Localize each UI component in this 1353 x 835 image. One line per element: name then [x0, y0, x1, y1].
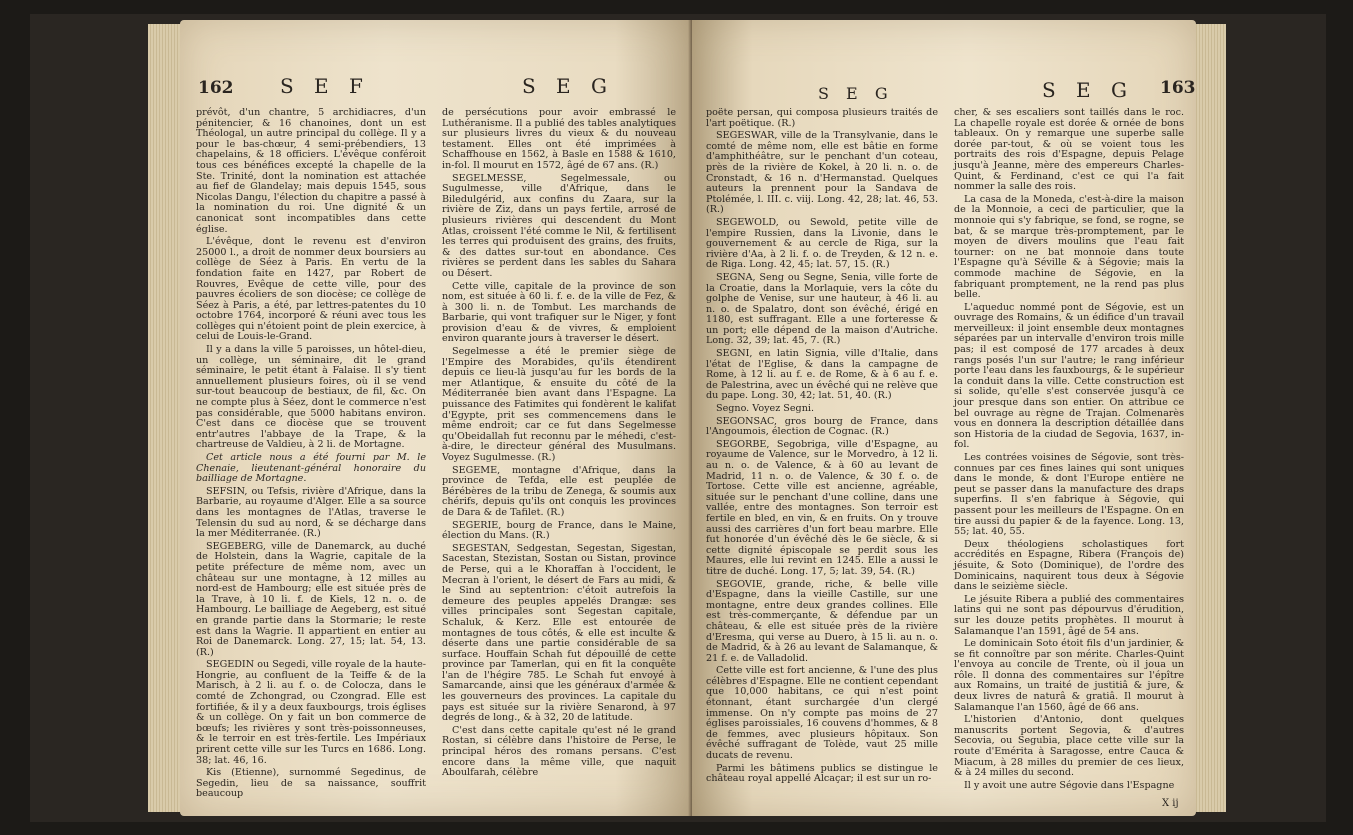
- entry-segovie: SEGOVIE, grande, riche, & belle ville d'Espagne, dans la vieille Castille, sur une montagne, entre deux grandes collines. Elle est très-commerçante, & défendue par un château, & elle est située près de la rivière d'Eresma, qui verse au Duero, à 15 li. au n. o. de Madrid, & à 26 au levant de Salamanque, & 21 f. e. de Valladolid.: [706, 578, 938, 664]
- left-column-2: [442, 108, 676, 781]
- running-head-center: S E G: [818, 84, 894, 103]
- paragraph: C'est dans cette capitale qu'est né le grand Rostan, si célèbre dans l'histoire de Perse, le principal héros des romans persans. C'est encore dans la même ville, que naquit Aboulfarah, célèbre: [442, 724, 676, 779]
- entry-segno: Segno. Voyez Segni.: [716, 403, 814, 415]
- paragraph: La casa de la Moneda, c'est-à-dire la maison de la Monnoie, a ceci de particulier, que la monnoie qui s'y fabrique, se fond, se rogne, se bat, & se marque très-promptement, par le moyen de divers moulins que l'eau fait tourner: on ne bat monnoie dans toute l'Espagne qu'à Séville & à Ségovie; mais la commode machine de Ségovie, en la fabriquant promptement, ne la rend pas plus belle.: [954, 193, 1184, 301]
- entry-segeberg: SEGEBERG, ville de Danemarck, au duché de Holstein, dans la Wagrie, capitale de la petite préfecture de même nom, avec un château sur une montagne, à 12 milles au nord-est de Hambourg; elle est située près de la Trave, à 10 li. f. de Kiels, 12 n. o. de Hambourg. Le bailliage de Aegeberg, est situé en grande partie dans la Stormarie; le reste est dans la Wagrie. Il appartient en entier au Roi de Danemarck. Long. 27, 15; lat. 54, 13. (R.): [196, 540, 426, 658]
- paragraph: Deux théologiens scholastiques fort accrédités en Espagne, Ribera (François de) jésuite, & Soto (Dominique), de l'ordre des Dominicains, naquirent tous deux à Ségovie dans le seizième siècle.: [954, 538, 1184, 593]
- right-page: [692, 20, 1196, 816]
- entry-segedin: SEGEDIN ou Segedi, ville royale de la haute-Hongrie, au confluent de la Teiffe & de la Marisch, à 2 li. au f. o. de Colocza, dans le comté de Zchongrad, ou Czongrad. Elle est fortifiée, & il y a deux fauxbourgs, trois églises & un collège. On y fait un bon commerce de bœufs; les rivières y sont très-poissonneuses, & le terroir en est très-fertile. Les Impériaux prirent cette ville sur les Turcs en 1686. Long. 38; lat. 46, 16.: [196, 659, 426, 766]
- entry-segerie: SEGERIE, bourg de France, dans le Maine, élection du Mans. (R.): [442, 519, 676, 542]
- paragraph: Le dominicain Soto étoit fils d'un jardinier, & se fit connoître par son mérite. Charles-Quint l'envoya au concile de Trente, où il joua un rôle. Il donna des commentaires sur l'épître aux Romains, un traité de justitiâ & jure, & deux livres de naturâ & gratiâ. Il mourut à Salamanque l'an 1560, âgé de 66 ans.: [954, 638, 1184, 713]
- page-number: 163: [1160, 78, 1196, 98]
- entry-segni: SEGNI, en latin Signia, ville d'Italie, dans l'état de l'Eglise, & dans la campagne de Rome, à 12 li. au f. e. de Rome, & à 6 au f. e. de Palestrina, avec un évêché qui ne relève que du pape. Long. 30, 42; lat. 51, 40. (R.): [706, 348, 938, 402]
- running-head-left: S E F: [280, 74, 370, 98]
- right-column-1: [706, 108, 938, 787]
- paragraph: L'historien d'Antonio, dont quelques manuscrits portent Segovia, & d'autres Secovia, ou Segubia, place cette ville sur la route d'Emérita à Saragosse, entre Cauca & Miacum, à 28 milles du premier de ces lieux, & à 24 milles du second.: [954, 714, 1184, 779]
- entry-segewold: SEGEWOLD, ou Sewold, petite ville de l'empire Russien, dans la Livonie, dans le gouvernement & au cercle de Riga, sur la rivière d'Aa, à 2 li. f. o. de Treyden, & 12 n. e. de Riga. Long. 42, 45; lat. 57, 15. (R.): [706, 216, 938, 271]
- paragraph: cher, & ses escaliers sont taillés dans le roc. La chapelle royale est dorée & ornée de bons tableaux. On y remarque une superbe salle dorée par-tout, & où se voient tous les portraits des rois d'Espagne, depuis Pelage jusqu'à Jeanne, mère des empereurs Charles-Quint, & Ferdinand, c'est ce qui l'a fait nommer la salle des rois.: [954, 107, 1184, 193]
- paragraph: L'évêque, dont le revenu est d'environ 25000 l., a droit de nommer deux boursiers au collège de Séez à Paris. En vertu de la fondation faite en 1427, par Robert de Rouvres, Evêque de cette ville, pour des pauvres écoliers de son diocèse; ce collège de Séez à Paris, a été, par lettres-patentes du 10 octobre 1764, incorporé & réuni avec tous les collèges qui n'étoient point de plein exercice, à celui de Louis-le-Grand.: [196, 236, 426, 343]
- entry-segestan: SEGESTAN, Sedgestan, Segestan, Sigestan, Sacestan, Stezistan, Sostan ou Sistan, province de Perse, qui a le Khoraffan à l'occident, le Mecran à l'orient, le désert de Fars au midi, & le Sind au septentrion: c'étoit autrefois la demeure des peuples appelés Drangæ: ses villes principales sont Segestan capitale, Schaluk, & Kerz. Elle est entourée de montagnes de tous côtés, & elle est inculte & déserte dans une partie considérable de sa surface. Houffain Schah fut dépouillé de cette province par Tamerlan, qui en fit la conquête l'an de l'hégire 785. Le Schah fut envoyé à Samarcande, ainsi que les généraux d'armée & les gouverneurs des provinces. La capitale du pays est située sur la rivière Senarond, à 97 degrés de long., & à 32, 20 de latitude.: [442, 542, 676, 724]
- signature-mark: X ij: [1162, 798, 1179, 809]
- paragraph: Il y a dans la ville 5 paroisses, un hôtel-dieu, un collège, un séminaire, dit le grand séminaire, le petit étant à Falaise. Il s'y tient annuellement plusieurs foires, où il se vend sur-tout beaucoup de bestiaux, de fil, &c. On ne compte plus à Séez, dont le commerce n'est pas considérable, que 5000 habitans environ. C'est dans ce diocèse que se trouvent entr'autres l'abbaye de la Trape, & la chartreuse de Valdieu, à 2 li. de Mortagne.: [196, 344, 426, 451]
- page-edges-right: [1196, 24, 1226, 812]
- entry-segorbe: SEGORBE, Segobriga, ville d'Espagne, au royaume de Valence, sur le Morvedro, à 12 li. au n. o. de Valence, & à 60 au levant de Madrid, 11 n. o. de Valence, & 30 f. o. de Tortose. Cette ville est ancienne, agréable, située sur le penchant d'une colline, dans une vallée, entre des montagnes. Son terroir est fertile en bled, en vin, & en fruits. On y trouve aussi des carrières d'un fort beau marbre. Elle fut honorée d'un évêché dès le 6e siècle, & si cette dignité épiscopale se perdit sous les Maures, elle lui revint en 1245. Elle a aussi le titre de duché. Long. 17, 5; lat. 39, 54. (R.): [706, 438, 938, 577]
- paragraph: Le jésuite Ribera a publié des commentaires latins qui ne sont pas dépourvus d'érudition, sur les douze petits prophètes. Il mourut à Salamanque l'an 1591, âgé de 54 ans.: [954, 593, 1184, 637]
- entry-segeme: SEGEME, montagne d'Afrique, dans la province de Tefda, elle est peuplée de Bérébères de la tribu de Zenega, & soumis aux chérifs, depuis qu'ils ont conquis les provinces de Dara & de Tafilet. (R.): [442, 464, 676, 518]
- entry-segeswar: SEGESWAR, ville de la Transylvanie, dans le comté de même nom, elle est bâtie en forme d'amphithéâtre, sur le penchant d'un coteau, près de la rivière de Kokel, à 20 li. n. o. de Cronstadt, & 16 n. d'Hermanstad. Quelques auteurs la prennent pour la Sandava de Ptolémée, l. III. c. viij. Long. 42, 28; lat. 46, 53. (R.): [706, 130, 938, 216]
- open-book: [30, 14, 1326, 822]
- paragraph: Cet article nous a été fourni par M. le Chenaie, lieutenant-général honoraire du bailliage de Mortagne.: [196, 452, 426, 485]
- running-head-right: S E G: [1042, 78, 1134, 102]
- paragraph: Cette ville est fort ancienne, & l'une des plus célèbres d'Espagne. Elle ne contient cependant que 10,000 habitans, ce qui n'est point étonnant, étant surchargée d'un clergé immense. On n'y compte pas moins de 27 églises paroissiales, 16 couvens d'hommes, & 8 de femmes, avec plusieurs hôpitaux. Son évêché suffragant de Tolède, vaut 25 mille ducats de revenu.: [706, 665, 938, 762]
- paragraph: L'aqueduc nommé pont de Ségovie, est un ouvrage des Romains, & un édifice d'un travail merveilleux: il joint ensemble deux montagnes séparées par un intervalle d'environ trois mille pas; il est composé de 177 arcades à deux rangs posés l'un sur l'autre; le rang inférieur porte l'eau dans les fauxbourgs, & le supérieur la conduit dans la ville. Cette construction est si solide, qu'elle s'est conservée jusqu'à ce jour presque dans son entier. On attribue ce bel ouvrage au règne de Trajan. Colmenarès vous en donnera la description détaillée dans son Historia de la ciudad de Segovia, 1637, in-fol.: [954, 301, 1184, 451]
- left-column-1: [196, 108, 426, 802]
- page-edges-left: [148, 24, 182, 812]
- paragraph: Cette ville, capitale de la province de son nom, est située à 60 li. f. e. de la ville de Fez, & à 300 li. n. de Tombut. Les marchands de Barbarie, qui vont trafiquer sur le Niger, y font provision d'eau & de vivres, & emploient environ quarante jours à traverser le désert.: [442, 280, 676, 345]
- paragraph: Parmi les bâtimens publics se distingue le château royal appellé Alcaçar; il est sur un ro-: [706, 762, 938, 785]
- running-head-right: S E G: [522, 74, 614, 98]
- paragraph: Il y avoit une autre Ségovie dans l'Espagne: [964, 779, 1175, 791]
- paragraph: de persécutions pour avoir embrassé le Luthéranisme. Il a publié des tables analytiques sur plusieurs livres du vieux & du nouveau testament. Elles ont été imprimées à Schaffhouse en 1562, à Basle en 1588 & 1610, in-fol. Il mourut en 1572, âgé de 67 ans. (R.): [442, 107, 676, 171]
- paragraph: Segelmesse a été le premier siège de l'Empire des Morabides, qu'ils étendirent depuis ce lieu-là jusqu'au fur les bords de la mer Atlantique, & ensuite du côté de la Méditerranée bien avant dans l'Espagne. La puissance des Fatimites qui fondèrent le kalifat d'Egypte, prit ses commencemens dans le même endroit; car ce fut dans Segelmesse qu'Obeidallah fut reconnu par le méhedi, c'est-à-dire, le directeur général des Musulmans. Voyez Sugulmesse. (R.): [442, 346, 676, 463]
- paragraph: poëte persan, qui composa plusieurs traités de l'art poëtique. (R.): [706, 107, 938, 129]
- entry-segna: SEGNA, Seng ou Segne, Senia, ville forte de la Croatie, dans la Morlaquie, vers la côte du golphe de Venise, sur une hauteur, à 46 li. au n. o. de Spalatro, dont son évêché, érigé en 1180, est suffragant. Elle a une forteresse & un port; elle dépend de la maison d'Autriche. Long. 32, 39; lat. 45, 7. (R.): [706, 271, 938, 347]
- entry-segonsac: SEGONSAC, gros bourg de France, dans l'Angoumois, élection de Cognac. (R.): [706, 415, 938, 438]
- right-column-2: [954, 108, 1184, 793]
- entry-segelmesse: SEGELMESSE, Segelmessale, ou Sugulmesse, ville d'Afrique, dans le Biledulgérid, aux confins du Zaara, sur la rivière de Ziz, dans un pays fertile, arrosé de plusieurs rivières qui descendent du Mont Atlas, croissent l'été comme le Nil, & fertilisent les terres qui produisent des grains, des fruits, & des dattes sur-tout en abondance. Ces rivières se perdent dans les sables du Sahara ou Désert.: [442, 172, 676, 279]
- paragraph: Les contrées voisines de Ségovie, sont très-connues par ces fines laines qui sont uniques dans le monde, & dont l'Europe entière ne peut se passer dans la manufacture des draps superfins. Il s'en fabrique à Ségovie, qui passent pour les meilleurs de l'Espagne. On en tire aussi du papier & de la fayence. Long. 13, 55; lat. 40, 55.: [954, 452, 1184, 538]
- left-page: [180, 20, 692, 816]
- paragraph: Kis (Etienne), surnommé Segedinus, de Segedin, lieu de sa naissance, souffrit beaucoup: [196, 767, 426, 800]
- entry-sefsin: SEFSIN, ou Tefsis, rivière d'Afrique, dans la Barbarie, au royaume d'Alger. Elle a sa source dans les montagnes de l'Atlas, traverse le Telensin du sud au nord, & se décharge dans la mer Méditerranée. (R.): [196, 485, 426, 540]
- page-number: 162: [198, 78, 234, 98]
- paragraph: prévôt, d'un chantre, 5 archidiacres, d'un pénitencier, & 16 chanoines, dont un est Théologal, un autre principal du collège. Il y a pour le bas-chœur, 4 semi-prébendiers, 13 chapelains, & 18 officiers. L'évêque conféroit tous ces bénéfices excepté la chapelle de la Ste. Trinité, dont la nomination est attachée au fief de Glandelay; mais depuis 1545, sous Nicolas Dangu, l'élection du chapitre a passé à la nomination du roi. Une dignité & un canonicat sont incompatibles dans cette église.: [196, 107, 426, 235]
